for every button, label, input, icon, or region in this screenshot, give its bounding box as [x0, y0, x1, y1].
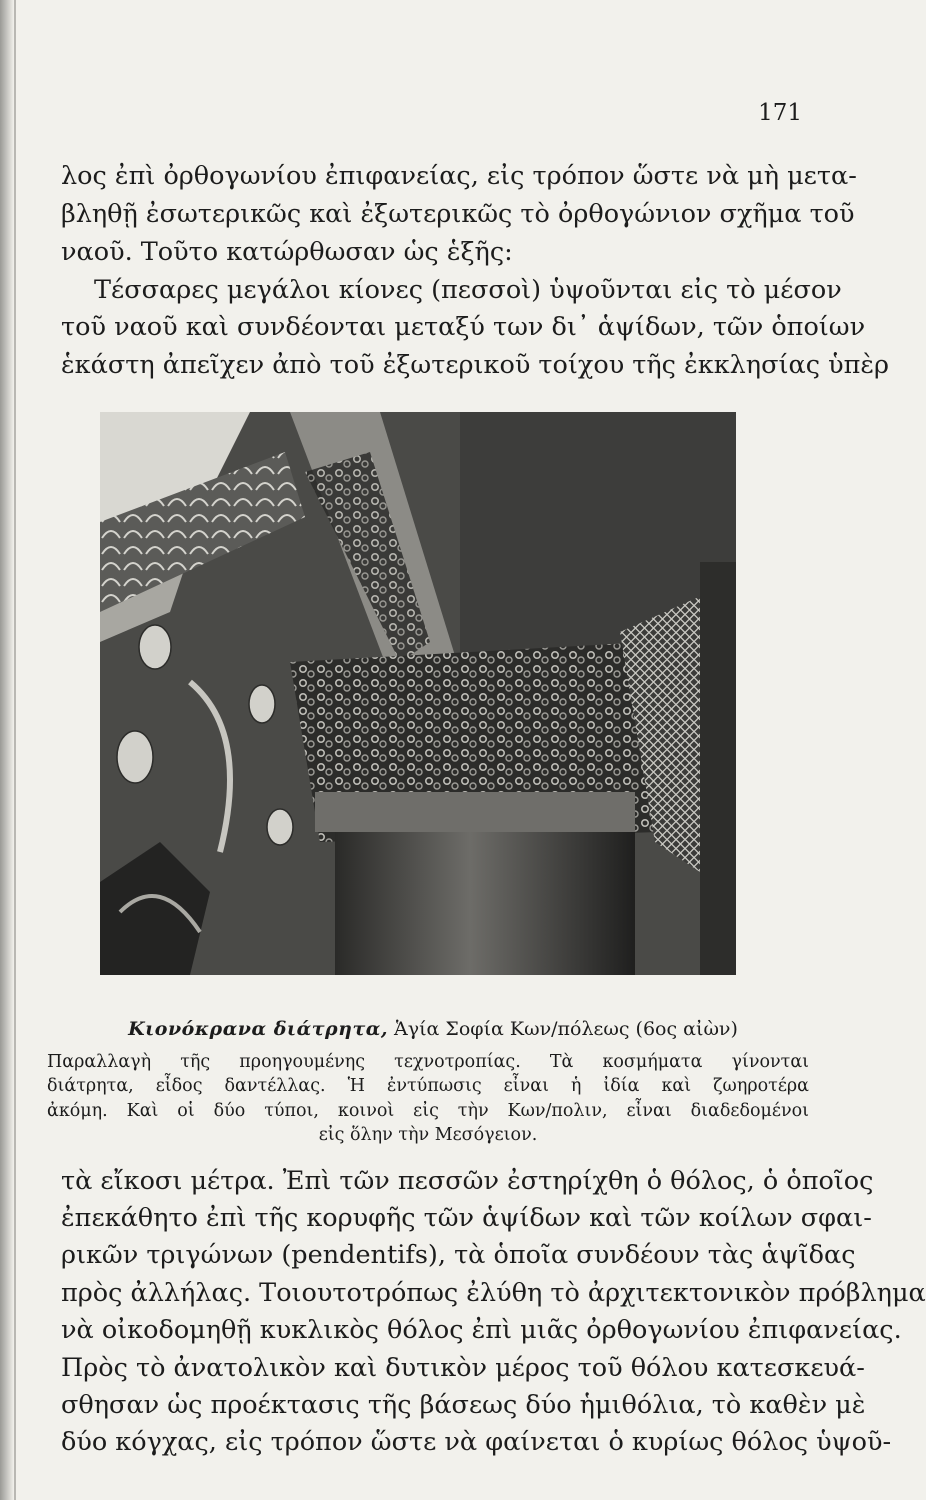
caption-line: Παραλλαγὴ τῆς προηγουμένης τεχνοτροπίας. Τὰ κοσμήματα γίνονται [47, 1052, 809, 1072]
caption-line: ἀκόμη. Καὶ οἱ δύο τύποι, κοινοὶ εἰς τὴν Κων/πολιν, εἶναι διαδεδομένοι [47, 1101, 809, 1121]
body-line: λος ἐπὶ ὀρθογωνίου ἐπιφανείας, εἰς τρόπον ὥστε νὰ μὴ μετα- [61, 161, 857, 191]
caption-line: εἰς ὅλην τὴν Μεσόγειον. [318, 1125, 538, 1145]
body-line: σθησαν ὡς προέκτασις τῆς βάσεως δύο ἡμιθόλια, τὸ καθὲν μὲ [61, 1390, 866, 1420]
caption-title-rest: Ἁγία Σοφία Κων/πόλεως (6ος αἰὼν) [387, 1018, 738, 1040]
body-line: ἐπεκάθητο ἐπὶ τῆς κορυφῆς τῶν ἁψίδων καὶ τῶν κοίλων σφαι- [61, 1203, 872, 1233]
caption-title-italic: Κιονόκρανα διάτρητα, [128, 1018, 388, 1040]
body-line: δύο κόγχας, εἰς τρόπον ὥστε νὰ φαίνεται ὁ κυρίως θόλος ὑψοῦ- [61, 1427, 892, 1457]
figure-caption-title [100, 1018, 766, 1040]
body-line: ναοῦ. Τοῦτο κατώρθωσαν ὡς ἑξῆς: [61, 237, 513, 267]
caption-line: διάτρητα, εἶδος δαντέλλας. Ἡ ἐντύπωσις εἶναι ἡ ἰδία καὶ ζωηροτέρα [47, 1076, 809, 1096]
body-line: τὰ εἴκοσι μέτρα. Ἐπὶ τῶν πεσσῶν ἐστηρίχθη ὁ θόλος, ὁ ὁποῖος [61, 1166, 874, 1196]
figure-photo [100, 412, 736, 975]
body-line: ρικῶν τριγώνων (pendentifs), τὰ ὁποῖα συνδέουν τὰς ἁψῖδας [61, 1240, 856, 1270]
capital-photo-illustration [100, 412, 736, 975]
page-number: 171 [758, 100, 802, 126]
body-line: τοῦ ναοῦ καὶ συνδέονται μεταξύ των δι᾽ ἁψίδων, τῶν ὁποίων [61, 312, 866, 342]
body-line: βληθῇ ἐσωτερικῶς καὶ ἐξωτερικῶς τὸ ὀρθογώνιον σχῆμα τοῦ [61, 199, 855, 229]
body-line: Πρὸς τὸ ἀνατολικὸν καὶ δυτικὸν μέρος τοῦ θόλου κατεσκευά- [61, 1353, 865, 1383]
page-edge-shadow [0, 0, 14, 1500]
body-line: Τέσσαρες μεγάλοι κίονες (πεσσοὶ) ὑψοῦνται εἰς τὸ μέσον [94, 275, 842, 305]
body-line: νὰ οἰκοδομηθῇ κυκλικὸς θόλος ἐπὶ μιᾶς ὀρθογωνίου ἐπιφανείας. [61, 1315, 902, 1345]
body-line: πρὸς ἀλλήλας. Τοιουτοτρόπως ἐλύθη τὸ ἀρχιτεκτονικὸν πρόβλημα [61, 1278, 926, 1308]
body-line: ἑκάστη ἀπεῖχεν ἀπὸ τοῦ ἐξωτερικοῦ τοίχου τῆς ἐκκλησίας ὑπὲρ [61, 350, 890, 380]
page-edge-line [14, 0, 16, 1500]
